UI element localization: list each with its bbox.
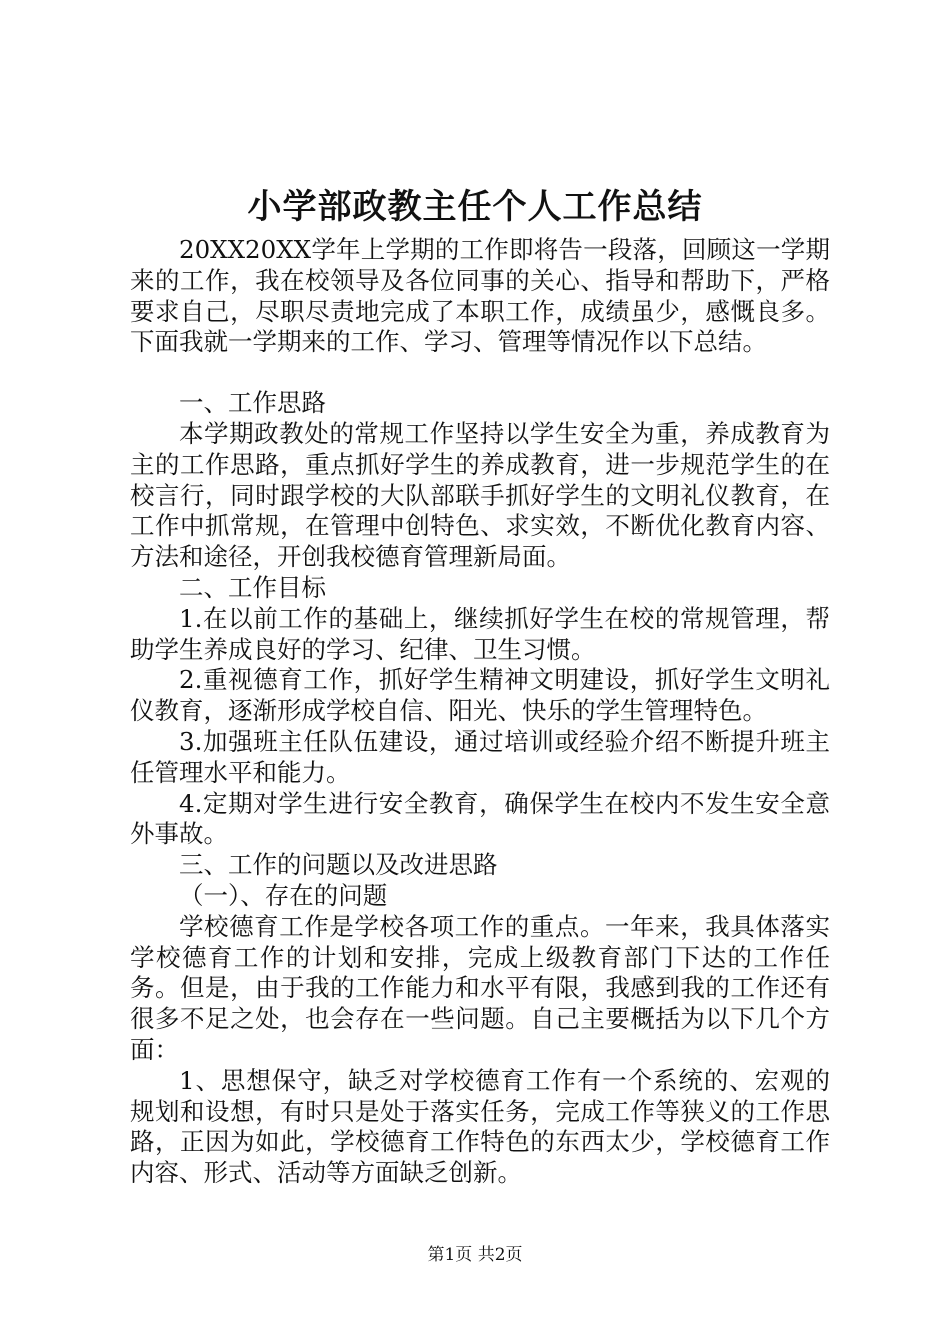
page-number-footer: 第1页 共2页: [427, 1245, 523, 1265]
section-heading-work-goals: 二、工作目标: [179, 572, 326, 602]
paragraph-goal-2: 2.重视德育工作，抓好学生精神文明建设，抓好学生文明礼仪教育，逐渐形成学校自信、阳光、快乐的学生管理特色。: [130, 665, 830, 726]
paragraph-goal-4: 4.定期对学生进行安全教育，确保学生在校内不发生安全意外事故。: [130, 788, 830, 849]
paragraph-goal-1: 1.在以前工作的基础上，继续抓好学生在校的常规管理，帮助学生养成良好的学习、纪律、卫生习惯。: [130, 603, 830, 664]
paragraph-intro: 20XX20XX学年上学期的工作即将告一段落，回顾这一学期来的工作，我在校领导及各位同事的关心、指导和帮助下，严格要求自己，尽职尽责地完成了本职工作，成绩虽少，感慨良多。下面我就一学期来的工作、学习、管理等情况作以下总结。: [130, 235, 830, 357]
subsection-heading-existing-problems: （一）、存在的问题: [179, 880, 388, 910]
paragraph-problem-1: 1、思想保守，缺乏对学校德育工作有一个系统的、宏观的规划和设想，有时只是处于落实任务，完成工作等狭义的工作思路，正因为如此，学校德育工作特色的东西太少，学校德育工作内容、形式、活动等方面缺乏创新。: [130, 1065, 830, 1188]
section-heading-problems: 三、工作的问题以及改进思路: [179, 850, 498, 880]
paragraph-goal-3: 3.加强班主任队伍建设，通过培训或经验介绍不断提升班主任管理水平和能力。: [130, 726, 830, 787]
section-heading-work-approach: 一、工作思路: [179, 388, 326, 418]
document-body: [130, 235, 830, 1189]
paragraph-work-approach: 本学期政教处的常规工作坚持以学生安全为重，养成教育为主的工作思路，重点抓好学生的养成教育，进一步规范学生的在校言行，同时跟学校的大队部联手抓好学生的文明礼仪教育，在工作中抓常规，在管理中创特色、求实效，不断优化教育内容、方法和途径，开创我校德育管理新局面。: [130, 418, 830, 572]
document-title: 小学部政教主任个人工作总结: [247, 187, 703, 227]
paragraph-problems-overview: 学校德育工作是学校各项工作的重点。一年来，我具体落实学校德育工作的计划和安排，完成上级教育部门下达的工作任务。但是，由于我的工作能力和水平有限，我感到我的工作还有很多不足之处，也会存在一些问题。自己主要概括为以下几个方面：: [130, 911, 830, 1064]
